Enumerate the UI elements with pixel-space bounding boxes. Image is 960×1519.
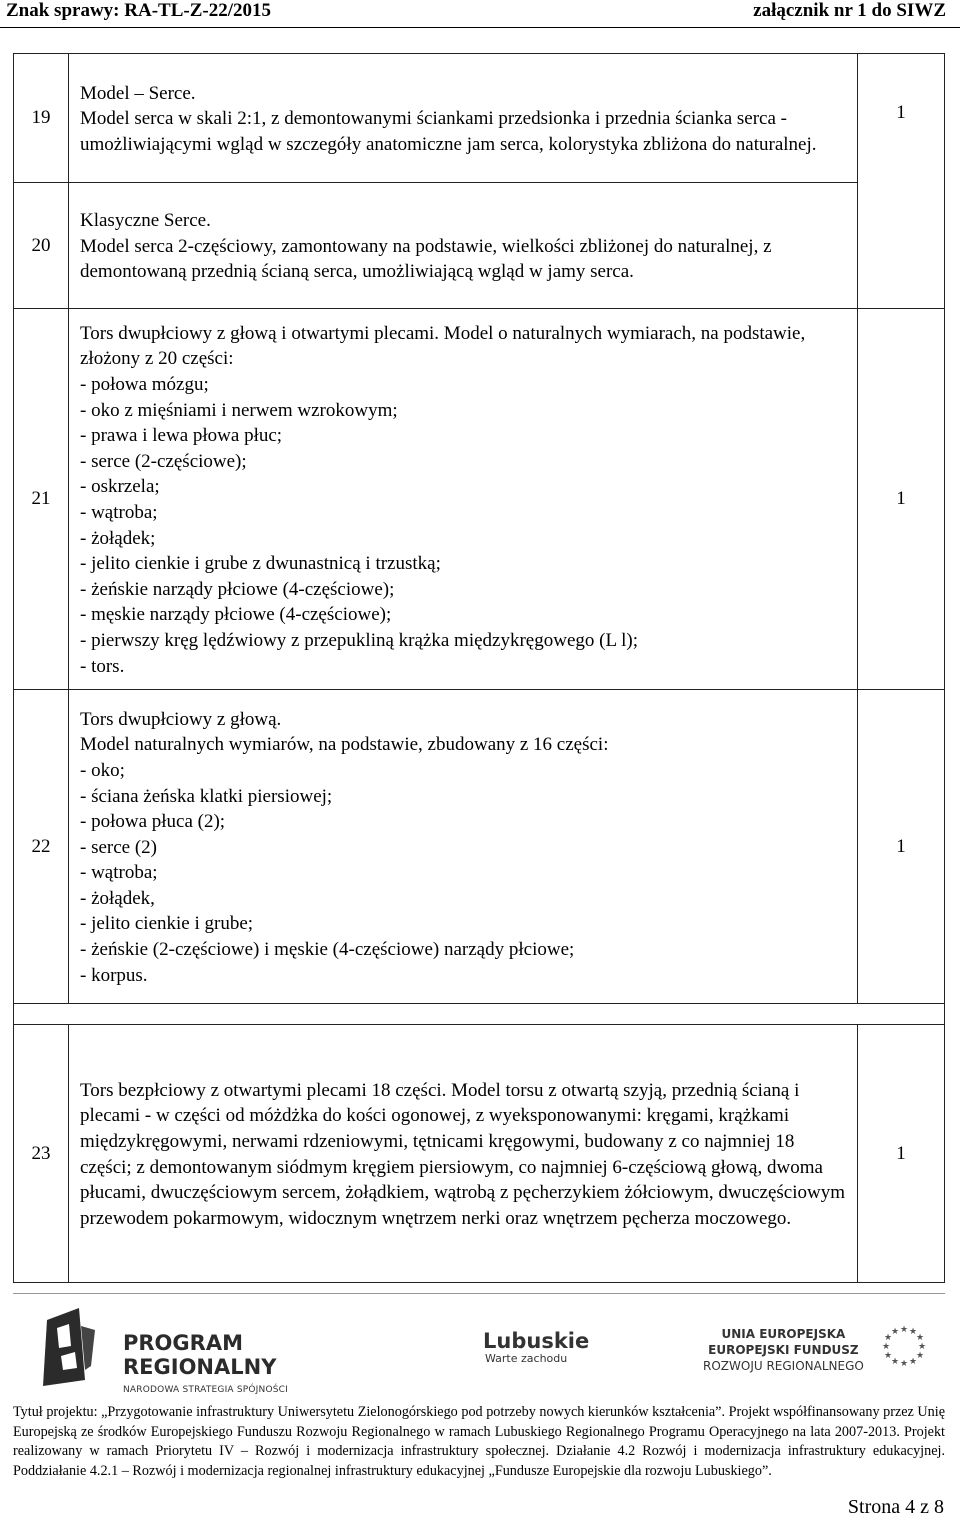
table-row [14,1025,945,1283]
row-number: 20 [14,183,69,309]
svg-text:★: ★ [890,1357,900,1367]
svg-text:★: ★ [908,1357,918,1367]
row-description [69,309,858,690]
row-number: 19 [14,54,69,183]
description-line: - połowa płuca (2); [80,811,226,833]
row-description [69,54,858,183]
description-line: Model serca 2-częściowy, zamontowany na podstawie, wielkości zbliżonej do naturalnej, z demontowaną przednią ścianą serca, umożliwiającą wgląd w jamy serca. [80,235,772,283]
description-line: Klasyczne Serce. [80,210,211,232]
program-regionalny-icon [41,1306,101,1386]
header-divider [0,27,960,28]
svg-text:★: ★ [915,1333,925,1343]
description-line: - żeńskie narządy płciowe (4-częściowe); [80,578,395,600]
description-line: - korpus. [80,964,148,986]
eu-line3: ROZWOJU REGIONALNEGO [703,1359,864,1373]
eu-line1: UNIA EUROPEJSKA [721,1327,846,1341]
svg-text:★: ★ [883,1351,893,1361]
description-line: - żołądek, [80,887,155,909]
table-row [14,309,945,690]
row-quantity: 1 [858,690,945,1004]
gap-cell [14,1004,945,1025]
description-line: - oskrzela; [80,476,160,498]
logo-bar [13,1302,945,1394]
description-line: Model naturalnych wymiarów, na podstawie, zbudowany z 16 części: [80,734,609,756]
footer-divider [13,1293,945,1294]
description-line: Model – Serce. [80,82,196,104]
description-line: - serce (2) [80,836,158,858]
table-row [14,54,945,183]
project-footer [13,1403,945,1481]
row-number: 23 [14,1025,69,1283]
svg-text:★: ★ [899,1359,909,1369]
lubuskie-logo [483,1330,589,1365]
table-gap [14,1004,945,1025]
description-line: Model serca w skali 2:1, z demontowanymi ściankami przedsionka i przednia ścianka serca - umożliwiającymi wgląd w szczegóły anatomiczne jam serca, kolorystyka zbliżona do naturalnej. [80,108,817,155]
page-header [0,0,960,26]
row-number: 22 [14,690,69,1004]
table-row [14,183,945,309]
lubuskie-slogan: Warte zachodu [485,1352,568,1365]
footer-text: Tytuł projektu: „Przygotowanie infrastruktury Uniwersytetu Zielonogórskiego pod potrzeby nowych kierunków kształcenia”. Projekt współfinansowany przez Unię Europejską ze środków Europejskiego Funduszu Rozwoju Regionalnego w ramach Lubuskiego Regionalnego Programu Operacyjnego na lata 2007-2013. Projekt realizowany w ramach Priorytetu IV – Rozwój i modernizacja infrastruktury społecznej. Działanie 4.2 Rozwój i modernizacja infrastruktury edukacyjnej. Poddziałanie 4.2.1 – Rozwój i modernizacja regionalnej infrastruktury edukacyjnej „Fundusze Europejskie dla rozwoju Lubuskiego”. [13,1404,945,1479]
row-description [69,183,858,309]
description-line: - oko z mięśniami i nerwem wzrokowym; [80,399,398,421]
row-number: 21 [14,309,69,690]
eu-flag-icon [873,1322,935,1370]
case-number: Znak sprawy: RA-TL-Z-22/2015 [6,0,271,21]
program-subtitle: NARODOWA STRATEGIA SPÓJNOŚCI [123,1385,288,1395]
description-line: - oko; [80,759,125,781]
description-line: Tors dwupłciowy z głową i otwartymi plecami. Model o naturalnych wymiarach, na podstawie, złożony z 20 części: [80,322,806,370]
svg-text:★: ★ [883,1333,893,1343]
svg-text:★: ★ [881,1342,891,1352]
eu-line2: EUROPEJSKI FUNDUSZ [708,1343,859,1357]
program-line2: REGIONALNY [123,1355,277,1379]
description-line: - połowa mózgu; [80,374,209,396]
svg-text:★: ★ [899,1325,909,1335]
row-quantity: 1 [858,1025,945,1283]
svg-text:★: ★ [890,1327,900,1337]
description-line: - serce (2-częściowe); [80,450,247,472]
program-line1: PROGRAM [123,1331,243,1355]
description-line: - tors. [80,655,125,677]
row-quantity: 1 [858,309,945,690]
description-line: - pierwszy kręg lędźwiowy z przepukliną krążka międzykręgowego (L l); [80,629,638,651]
row-description [69,1025,858,1283]
description-line: Tors bezpłciowy z otwartymi plecami 18 części. Model torsu z otwartą szyją, przednią ścianą i plecami - w części od móżdżka do kości ogonowej, z wyeksponowanymi: kręgami, krążkami międzykręgowymi, nerwami rdzeniowymi, tętnicami kręgowymi, budowany z co najmniej 18 części; z demontowanym siódmym kręgiem piersiowym, co najmniej 6-częściową głową, dwoma płucami, dwuczęściowym sercem, żołądkiem, wątrobą z pęcherzykiem żółciowym, dwuczęściowym przewodem pokarmowym, widocznym wnętrzem nerki oraz wnętrzem pęcherza moczowego. [80,1079,845,1229]
specification-table [13,53,945,1283]
description-line: - żołądek; [80,527,156,549]
row-description [69,690,858,1004]
description-line: - ściana żeńska klatki piersiowej; [80,785,333,807]
svg-text:★: ★ [908,1327,918,1337]
svg-text:★: ★ [917,1342,927,1352]
page-number: Strona 4 z 8 [847,1496,944,1518]
description-line: Tors dwupłciowy z głową. [80,708,282,730]
description-line: - jelito cienkie i grube z dwunastnicą i trzustką; [80,553,441,575]
description-line: - wątroba; [80,862,158,884]
description-line: - jelito cienkie i grube; [80,913,254,935]
program-regionalny-logo [41,1306,341,1394]
program-regionalny-text [123,1331,276,1379]
svg-text:★: ★ [915,1351,925,1361]
description-line: - wątroba; [80,502,158,523]
description-line: - prawa i lewa płowa płuc; [80,425,283,447]
attachment-label: załącznik nr 1 do SIWZ [753,0,946,21]
lubuskie-name: Lubuskie [483,1329,590,1353]
table-row [14,690,945,1004]
row-quantity: 1 [858,54,945,309]
description-line: - żeńskie (2-częściowe) i męskie (4-częściowe) narządy płciowe; [80,939,575,961]
eu-text [703,1326,864,1374]
description-line: - męskie narządy płciowe (4-częściowe); [80,604,392,626]
